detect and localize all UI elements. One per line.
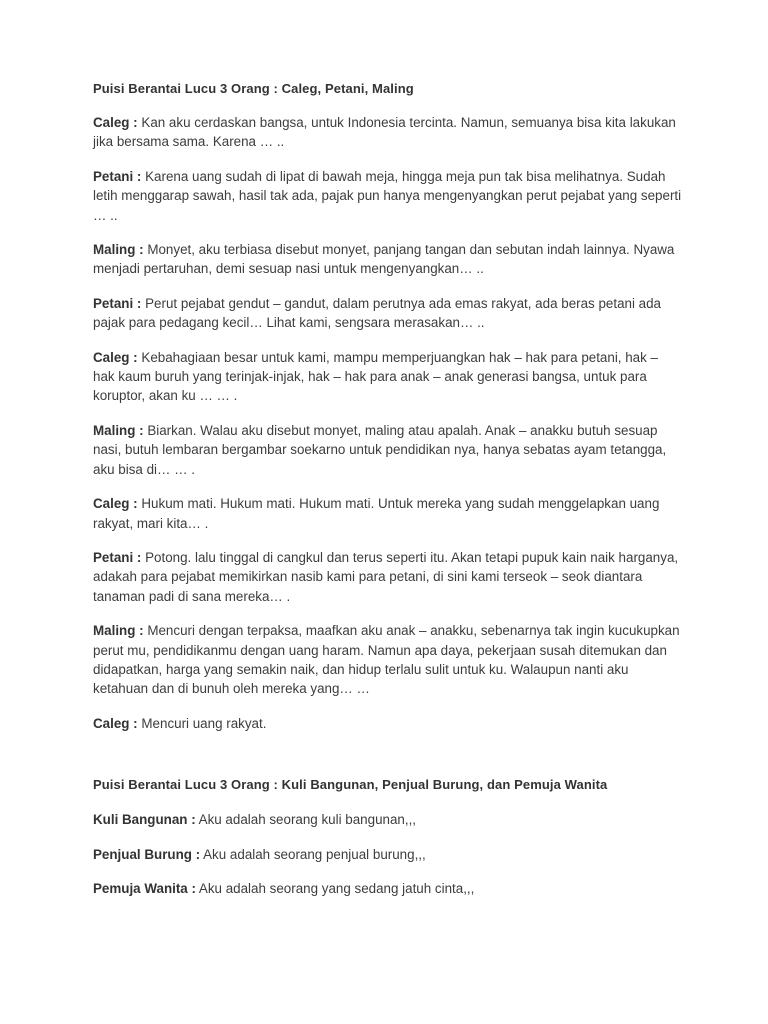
speaker-label: Maling : (93, 422, 144, 438)
poem-line (93, 621, 683, 699)
line-text: Aku adalah seorang kuli bangunan,,, (198, 812, 417, 828)
poem-line (93, 240, 683, 279)
poem-section-1 (93, 79, 683, 733)
speaker-label: Caleg : (93, 496, 138, 512)
poem-line (93, 167, 683, 225)
line-text: Potong. lalu tinggal di cangkul dan terus seperti itu. Akan tetapi pupuk kain naik harganya, adakah para pejabat memikirkan nasib kami para petani, di sini kami terseok – seok diantara tanaman padi di sana mereka… . (93, 549, 679, 604)
line-text: Monyet, aku terbiasa disebut monyet, panjang tangan dan sebutan indah lainnya. Nyawa menjadi pertaruhan, demi sesuap nasi untuk mengenyangkan… .. (93, 242, 675, 277)
poem-line (93, 810, 683, 829)
speaker-label: Caleg : (93, 715, 138, 731)
poem-line (93, 879, 683, 898)
speaker-label: Petani : (93, 549, 142, 565)
line-text: Kan aku cerdaskan bangsa, untuk Indonesia tercinta. Namun, semuanya bisa kita lakukan jika bersama sama. Karena … .. (93, 115, 676, 150)
speaker-label: Petani : (93, 295, 142, 311)
line-text: Hukum mati. Hukum mati. Hukum mati. Untuk mereka yang sudah menggelapkan uang rakyat, mari kita… . (93, 496, 660, 531)
speaker-label: Maling : (93, 623, 144, 639)
speaker-label: Penjual Burung : (93, 846, 201, 862)
line-text: Aku adalah seorang penjual burung,,, (203, 846, 426, 862)
document-page (93, 79, 683, 913)
line-text: Karena uang sudah di lipat di bawah meja, hingga meja pun tak bisa melihatnya. Sudah letih menggarap sawah, hasil tak ada, pajak pun hanya mengenyangkan perut pejabat yang seperti … .. (93, 168, 682, 223)
speaker-label: Petani : (93, 168, 142, 184)
line-text: Kebahagiaan besar untuk kami, mampu memperjuangkan hak – hak para petani, hak – hak kaum buruh yang terinjak-injak, hak – hak para anak – anak generasi bangsa, untuk para koruptor, akan ku … … . (93, 349, 658, 404)
line-text: Biarkan. Walau aku disebut monyet, maling atau apalah. Anak – anakku butuh sesuap nasi, butuh lembaran bergambar soekarno untuk pendidikan nya, hanya sebatas ayam tetangga, aku bisa di… … . (93, 422, 667, 477)
line-text: Mencuri dengan terpaksa, maafkan aku anak – anakku, sebenarnya tak ingin kucukupkan perut mu, pendidikanmu dengan uang haram. Namun apa daya, pekerjaan susah ditemukan dan didapatkan, harga yang semakin naik, dan hidup terlalu sulit untuk ku. Walaupun nanti aku ketahuan dan di bunuh oleh mereka yang… … (93, 623, 680, 697)
speaker-label: Kuli Bangunan : (93, 812, 196, 828)
line-text: Aku adalah seorang yang sedang jatuh cinta,,, (198, 880, 475, 896)
section-title: Puisi Berantai Lucu 3 Orang : Caleg, Petani, Maling (93, 81, 414, 96)
poem-line (93, 348, 683, 406)
speaker-label: Pemuja Wanita : (93, 880, 196, 896)
line-text: Perut pejabat gendut – gandut, dalam perutnya ada emas rakyat, ada beras petani ada pajak para pedagang kecil… Lihat kami, sengsara merasakan… .. (93, 295, 662, 331)
poem-line (93, 113, 683, 152)
speaker-label: Caleg : (93, 115, 138, 130)
poem-line (93, 548, 683, 606)
poem-section-2 (93, 775, 683, 898)
poem-line (93, 845, 683, 864)
speaker-label: Caleg : (93, 349, 138, 365)
line-text: Mencuri uang rakyat. (141, 715, 267, 731)
section-title: Puisi Berantai Lucu 3 Orang : Kuli Bangunan, Penjual Burung, dan Pemuja Wanita (93, 777, 608, 793)
poem-line (93, 294, 683, 333)
poem-line (93, 714, 683, 733)
speaker-label: Maling : (93, 242, 144, 258)
poem-line (93, 494, 683, 533)
poem-line (93, 421, 683, 479)
